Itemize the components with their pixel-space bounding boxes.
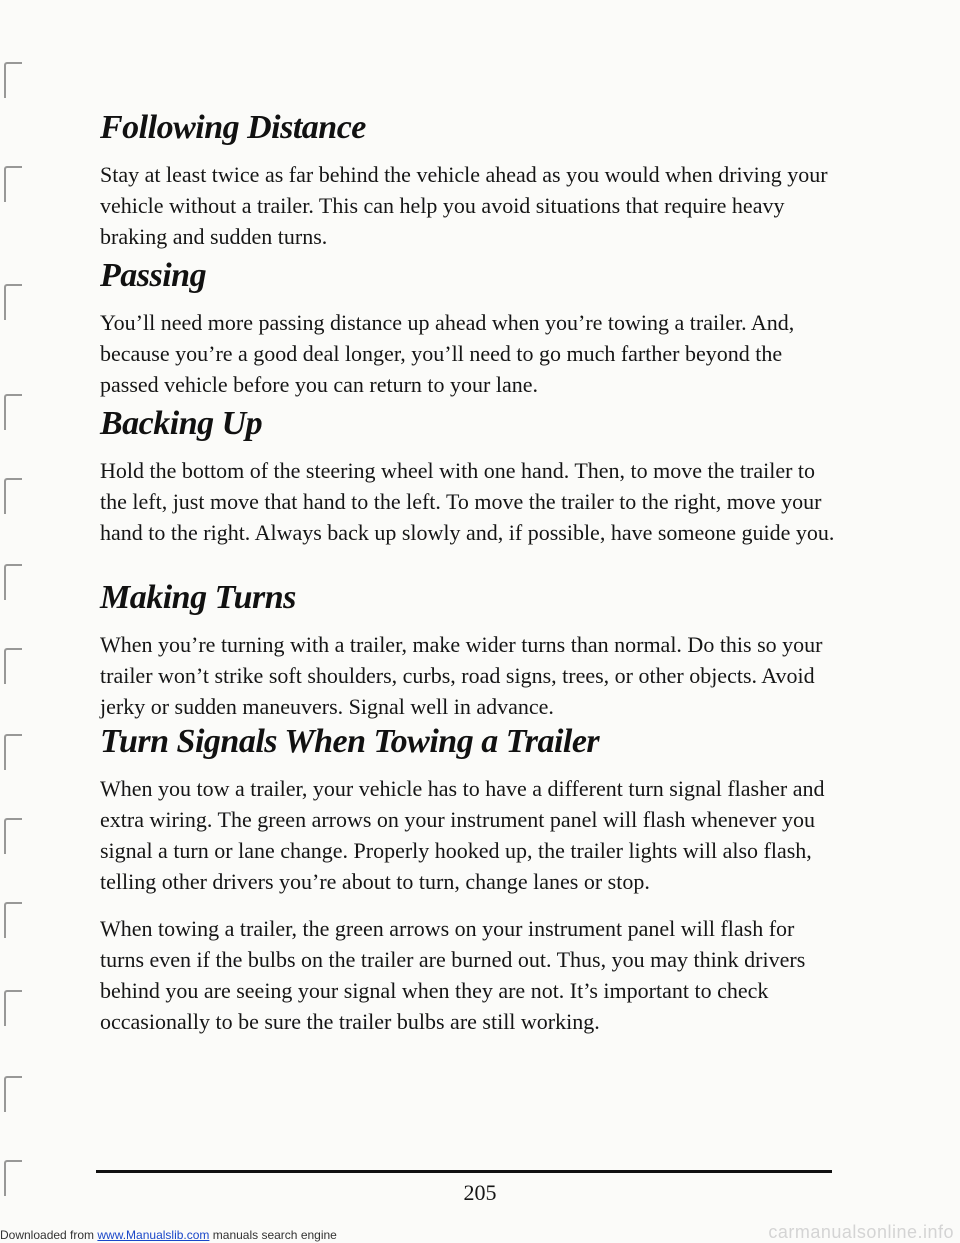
section-paragraph: You’ll need more passing distance up ahead when you’re towing a trailer. And, because you’re a good deal longer, you’ll need to go much farther beyond the passed vehicle before you can return to your lane.: [100, 310, 795, 397]
section-heading: Turn Signals When Towing a Trailer: [100, 723, 600, 760]
margin-mark: [4, 648, 22, 684]
manualslib-link[interactable]: www.Manualslib.com: [97, 1228, 210, 1242]
margin-mark: [4, 734, 22, 770]
section-following-distance: [100, 108, 840, 252]
margin-mark: [4, 62, 22, 98]
section-heading: Following Distance: [100, 109, 366, 146]
margin-mark: [4, 564, 22, 600]
margin-mark: [4, 478, 22, 514]
margin-mark: [4, 166, 22, 202]
footer-rule: [96, 1170, 832, 1173]
section-making-turns: [100, 578, 840, 722]
margin-mark: [4, 1076, 22, 1112]
section-paragraph: Hold the bottom of the steering wheel with one hand. Then, to move the trailer to the left, just move that hand to the left. To move the trailer to the right, move your hand to the right. Always back up slowly and, if possible, have someone guide you.: [100, 458, 835, 545]
section-backing-up: [100, 404, 840, 548]
margin-mark: [4, 394, 22, 430]
margin-mark: [4, 818, 22, 854]
section-heading: Passing: [100, 257, 207, 294]
footer-suffix: manuals search engine: [209, 1228, 337, 1242]
margin-mark: [4, 990, 22, 1026]
section-passing: [100, 256, 840, 400]
section-turn-signals: [100, 722, 840, 1037]
margin-mark: [4, 284, 22, 320]
margin-mark: [4, 902, 22, 938]
footer-prefix: Downloaded from: [0, 1228, 98, 1242]
download-footer: [0, 1228, 337, 1242]
page-number: 205: [463, 1180, 497, 1205]
section-paragraph: When you tow a trailer, your vehicle has to have a different turn signal flasher and extra wiring. The green arrows on your instrument panel will flash whenever you signal a turn or lane change. Properly hooked up, the trailer lights will also flash, telling other drivers you’re about to turn, change lanes or stop.: [100, 776, 825, 894]
section-heading: Making Turns: [100, 579, 296, 616]
section-paragraph: Stay at least twice as far behind the vehicle ahead as you would when driving your vehicle without a trailer. This can help you avoid situations that require heavy braking and sudden turns.: [100, 162, 828, 249]
section-heading: Backing Up: [100, 405, 263, 442]
watermark: carmanualsonline.info: [768, 1222, 954, 1242]
section-paragraph: When towing a trailer, the green arrows on your instrument panel will flash for turns even if the bulbs on the trailer are burned out. Thus, you may think drivers behind you are seeing your signal when they are not. It’s important to check occasionally to be sure the trailer bulbs are still working.: [100, 916, 806, 1034]
section-paragraph: When you’re turning with a trailer, make wider turns than normal. Do this so your trailer won’t strike soft shoulders, curbs, road signs, trees, or other objects. Avoid jerky or sudden maneuvers. Signal well in advance.: [100, 632, 823, 719]
